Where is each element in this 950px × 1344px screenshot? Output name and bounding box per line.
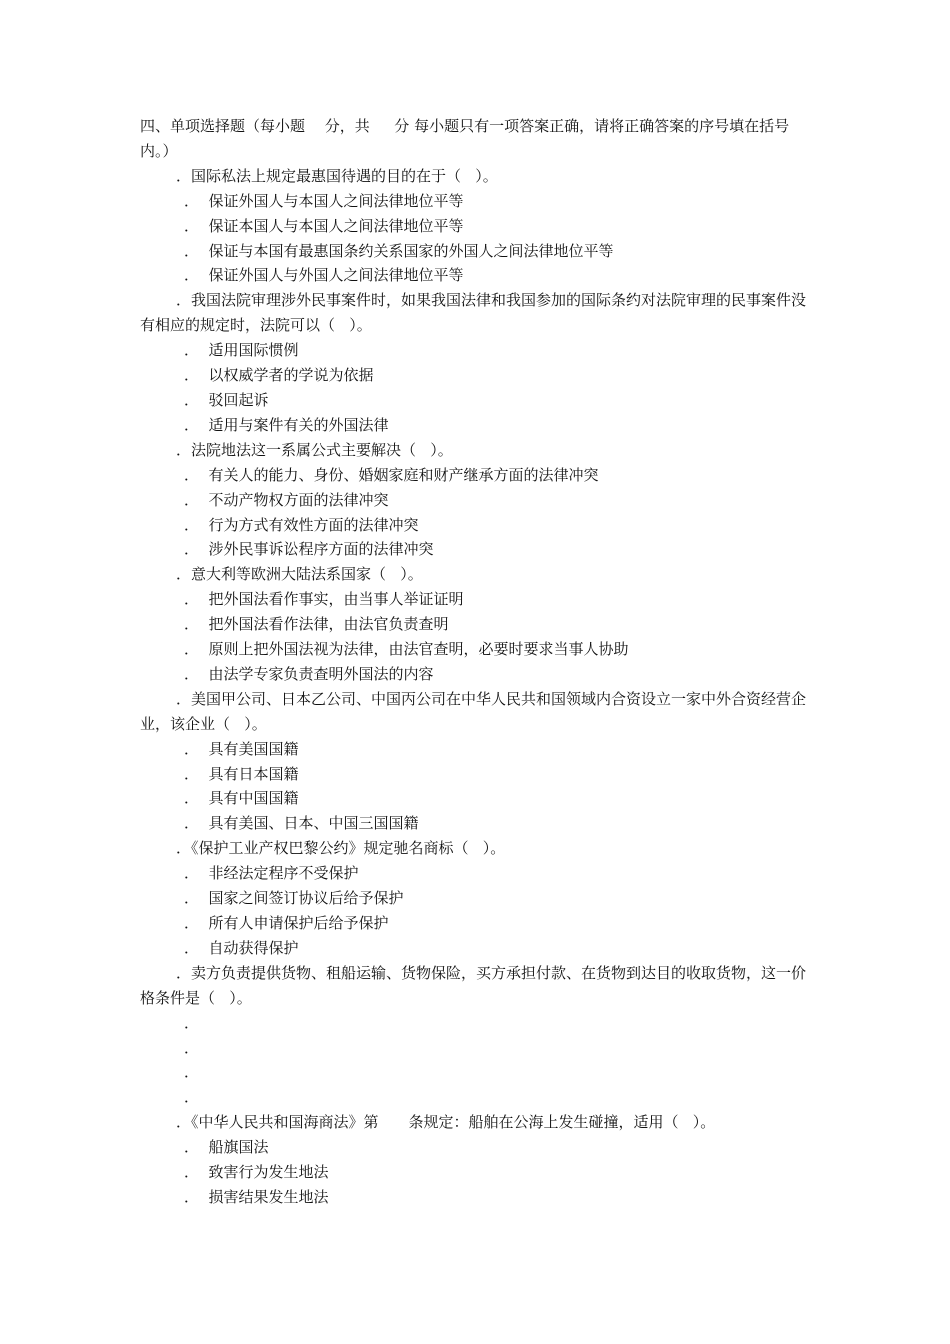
answer-option: ． 由法学专家负责查明外国法的内容 bbox=[184, 664, 434, 683]
question-stem: ．法院地法这一系属公式主要解决（ ）。 bbox=[176, 440, 453, 459]
answer-option: ． 具有美国、日本、中国三国国籍 bbox=[184, 814, 419, 833]
question-stem: ．国际私法上规定最惠国待遇的目的在于（ ）。 bbox=[176, 166, 498, 185]
question-stem: ．《中华人民共和国海商法》第 条规定：船舶在公海上发生碰撞，适用（ ）。 bbox=[176, 1113, 716, 1132]
question-stem: ．卖方负责提供货物、租船运输、货物保险，买方承担付款、在货物到达目的收取货物，这一价格条件是（ ）。 bbox=[140, 963, 807, 1007]
answer-option: ． 驳回起诉 bbox=[184, 390, 269, 409]
answer-option: ． bbox=[184, 1063, 200, 1082]
answer-option: ． 具有日本国籍 bbox=[184, 764, 299, 783]
answer-option: ． 有关人的能力、身份、婚姻家庭和财产继承方面的法律冲突 bbox=[184, 465, 599, 484]
answer-option: ． 船旗国法 bbox=[184, 1138, 269, 1157]
answer-option: ． 原则上把外国法视为法律，由法官查明，必要时要求当事人协助 bbox=[184, 640, 629, 659]
answer-option: ． 行为方式有效性方面的法律冲突 bbox=[184, 515, 419, 534]
answer-option: ． 致害行为发生地法 bbox=[184, 1163, 329, 1182]
answer-option: ． 把外国法看作事实，由当事人举证证明 bbox=[184, 590, 464, 609]
section-intro: 四、单项选择题（每小题 分，共 分 每小题只有一项答案正确，请将正确答案的序号填在括号内。） bbox=[140, 117, 790, 160]
answer-option: ． 保证外国人与本国人之间法律地位平等 bbox=[184, 191, 464, 210]
answer-option: ． 把外国法看作法律，由法官负责查明 bbox=[184, 615, 449, 634]
answer-option: ． bbox=[184, 1013, 200, 1032]
answer-option: ． bbox=[184, 1088, 200, 1107]
answer-option: ． 以权威学者的学说为依据 bbox=[184, 366, 374, 385]
answer-option: ． 保证外国人与外国人之间法律地位平等 bbox=[184, 266, 464, 285]
question-stem: ．《保护工业产权巴黎公约》规定驰名商标（ ）。 bbox=[176, 839, 506, 858]
answer-option: ． 不动产物权方面的法律冲突 bbox=[184, 490, 389, 509]
answer-option: ． 适用与案件有关的外国法律 bbox=[184, 415, 389, 434]
document-body bbox=[140, 114, 812, 1210]
question-stem: ．意大利等欧洲大陆法系国家（ ）。 bbox=[176, 565, 423, 584]
answer-option: ． 非经法定程序不受保护 bbox=[184, 864, 359, 883]
answer-option: ． 自动获得保护 bbox=[184, 938, 299, 957]
question-stem: ．美国甲公司、日本乙公司、中国丙公司在中华人民共和国领域内合资设立一家中外合资经营企业，该企业（ ）。 bbox=[140, 689, 807, 733]
answer-option: ． 具有中国国籍 bbox=[184, 789, 299, 808]
question-list bbox=[140, 164, 812, 1210]
answer-option: ． 涉外民事诉讼程序方面的法律冲突 bbox=[184, 540, 434, 559]
answer-option: ． 具有美国国籍 bbox=[184, 739, 299, 758]
answer-option: ． 保证与本国有最惠国条约关系国家的外国人之间法律地位平等 bbox=[184, 241, 614, 260]
answer-option: ． 国家之间签订协议后给予保护 bbox=[184, 889, 404, 908]
answer-option: ． 保证本国人与本国人之间法律地位平等 bbox=[184, 216, 464, 235]
answer-option: ． 所有人申请保护后给予保护 bbox=[184, 914, 389, 932]
answer-option: ． 适用国际惯例 bbox=[184, 341, 299, 360]
answer-option: ． 损害结果发生地法 bbox=[184, 1187, 329, 1206]
question-stem: ．我国法院审理涉外民事案件时，如果我国法律和我国参加的国际条约对法院审理的民事案件没有相应的规定时，法院可以（ ）。 bbox=[140, 291, 807, 335]
answer-option: ． bbox=[184, 1038, 200, 1057]
